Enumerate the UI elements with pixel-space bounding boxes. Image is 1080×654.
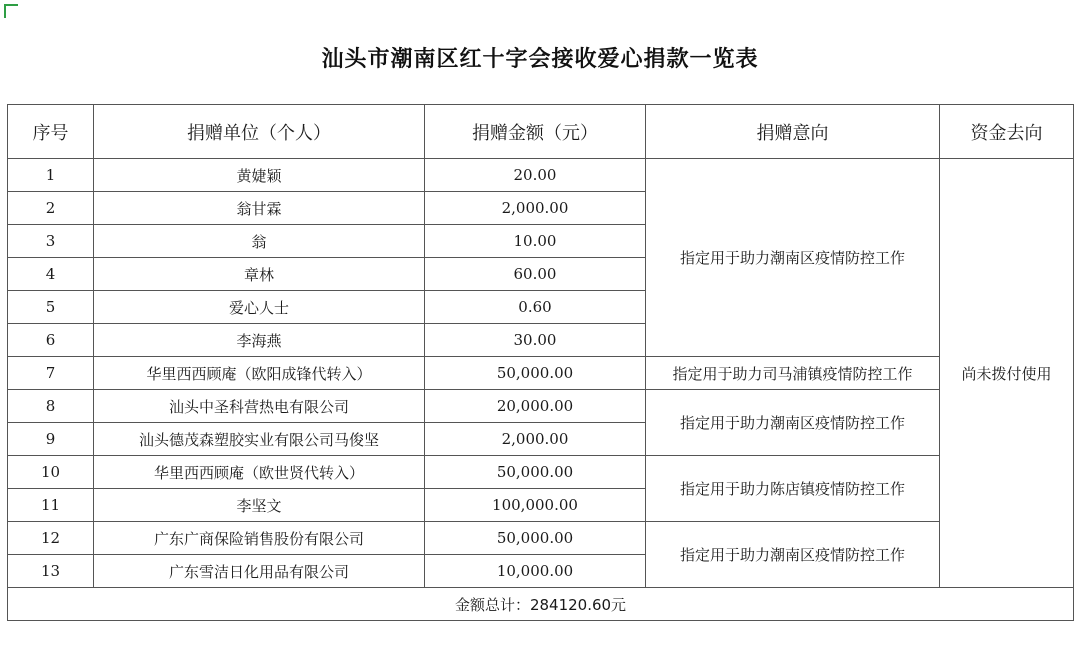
amount-cell: 50,000.00	[425, 456, 646, 489]
serial-cell: 12	[8, 522, 94, 555]
amount-cell: 10,000.00	[425, 555, 646, 588]
header-destination: 资金去向	[940, 105, 1074, 159]
serial-cell: 5	[8, 291, 94, 324]
header-donor: 捐赠单位（个人）	[94, 105, 425, 159]
amount-cell: 50,000.00	[425, 522, 646, 555]
corner-crop-mark	[4, 4, 18, 18]
amount-cell: 20,000.00	[425, 390, 646, 423]
donation-table	[7, 104, 1074, 621]
header-intent: 捐赠意向	[646, 105, 940, 159]
intent-cell: 指定用于助力潮南区疫情防控工作	[646, 522, 940, 588]
donor-cell: 华里西西顾庵（欧世贤代转入）	[94, 456, 425, 489]
donor-cell: 汕头德茂森塑胶实业有限公司马俊坚	[94, 423, 425, 456]
serial-cell: 10	[8, 456, 94, 489]
page-title: 汕头市潮南区红十字会接收爱心捐款一览表	[321, 47, 759, 72]
donor-cell: 翁甘霖	[94, 192, 425, 225]
header-serial: 序号	[8, 105, 94, 159]
total-row	[8, 588, 1074, 621]
amount-cell: 50,000.00	[425, 357, 646, 390]
table-row	[8, 456, 1074, 489]
donor-cell: 章林	[94, 258, 425, 291]
intent-cell: 指定用于助力潮南区疫情防控工作	[646, 390, 940, 456]
donor-cell: 李坚文	[94, 489, 425, 522]
table-row	[8, 159, 1074, 192]
table-row	[8, 357, 1074, 390]
table-row	[8, 522, 1074, 555]
table-row	[8, 390, 1074, 423]
intent-cell: 指定用于助力陈店镇疫情防控工作	[646, 456, 940, 522]
serial-cell: 9	[8, 423, 94, 456]
amount-cell: 10.00	[425, 225, 646, 258]
destination-cell: 尚未拨付使用	[940, 159, 1074, 588]
donor-cell: 广东雪洁日化用品有限公司	[94, 555, 425, 588]
amount-cell: 2,000.00	[425, 192, 646, 225]
donor-cell: 李海燕	[94, 324, 425, 357]
serial-cell: 1	[8, 159, 94, 192]
serial-cell: 6	[8, 324, 94, 357]
serial-cell: 4	[8, 258, 94, 291]
serial-cell: 7	[8, 357, 94, 390]
amount-cell: 60.00	[425, 258, 646, 291]
amount-cell: 100,000.00	[425, 489, 646, 522]
donor-cell: 黄婕颖	[94, 159, 425, 192]
intent-cell: 指定用于助力潮南区疫情防控工作	[646, 159, 940, 357]
donor-cell: 翁	[94, 225, 425, 258]
donor-cell: 汕头中圣科营热电有限公司	[94, 390, 425, 423]
donor-cell: 广东广商保险销售股份有限公司	[94, 522, 425, 555]
serial-cell: 13	[8, 555, 94, 588]
amount-cell: 30.00	[425, 324, 646, 357]
serial-cell: 3	[8, 225, 94, 258]
amount-cell: 2,000.00	[425, 423, 646, 456]
intent-cell: 指定用于助力司马浦镇疫情防控工作	[646, 357, 940, 390]
serial-cell: 2	[8, 192, 94, 225]
header-amount: 捐赠金额（元）	[425, 105, 646, 159]
total-amount: 金额总计：284120.60元	[8, 588, 1074, 621]
amount-cell: 20.00	[425, 159, 646, 192]
table-header-row	[8, 105, 1074, 159]
serial-cell: 8	[8, 390, 94, 423]
donor-cell: 爱心人士	[94, 291, 425, 324]
serial-cell: 11	[8, 489, 94, 522]
amount-cell: 0.60	[425, 291, 646, 324]
donor-cell: 华里西西顾庵（欧阳成锋代转入）	[94, 357, 425, 390]
